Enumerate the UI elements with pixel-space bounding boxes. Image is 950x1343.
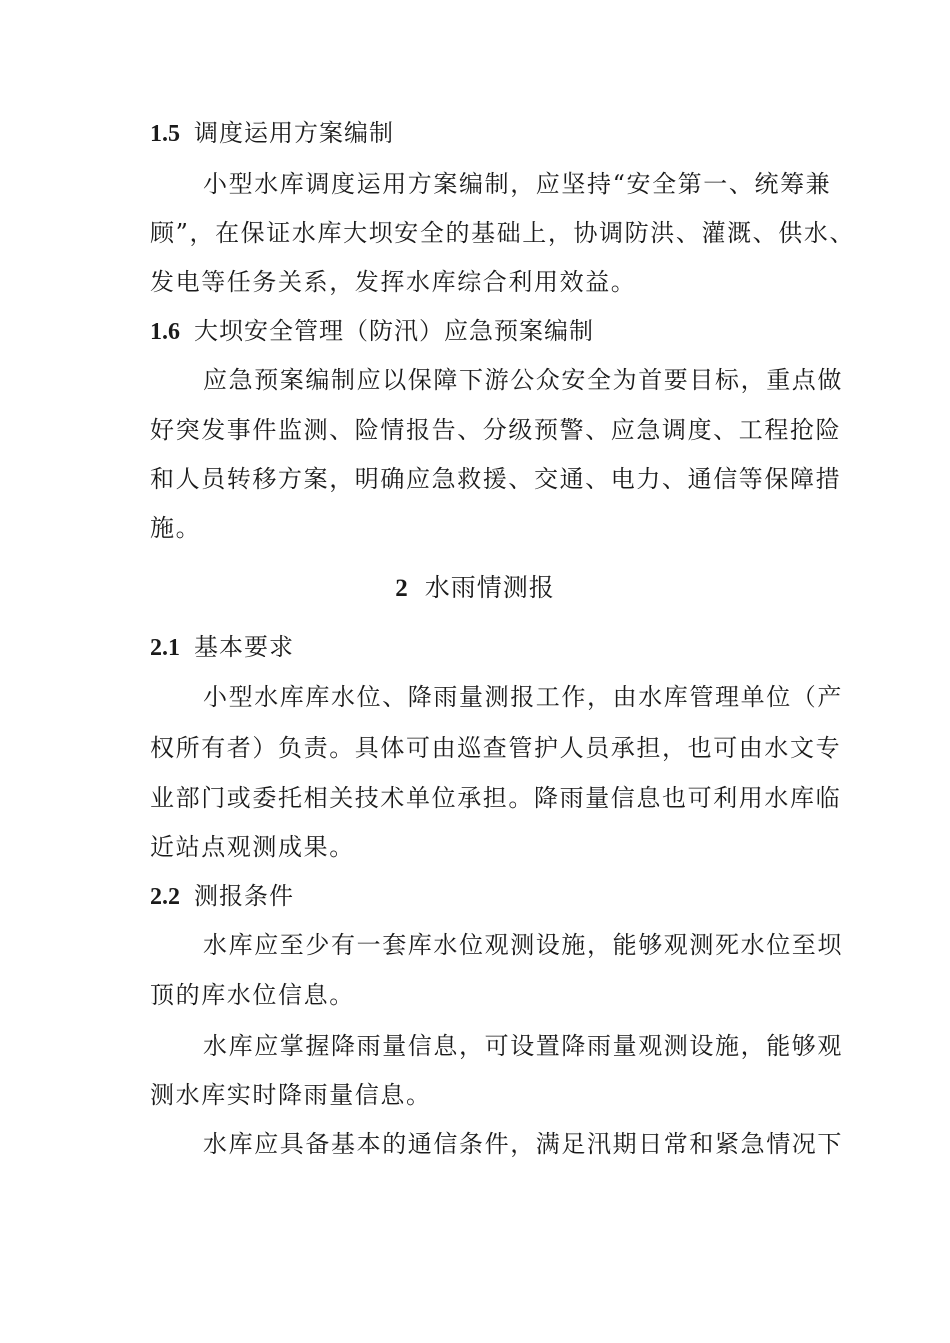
paragraph-line: 小型水库调度运用方案编制，应坚持“安全第一、统筹兼 — [203, 170, 832, 198]
paragraph-line: 发电等任务关系，发挥水库综合利用效益。 — [150, 268, 637, 296]
paragraph-line: 小型水库库水位、降雨量测报工作，由水库管理单位（产 — [203, 683, 843, 711]
section-title: 大坝安全管理（防汛）应急预案编制 — [194, 317, 594, 345]
section-heading-1-6 — [150, 315, 830, 348]
paragraph-line: 水库应掌握降雨量信息，可设置降雨量观测设施，能够观 — [203, 1032, 843, 1060]
chapter-title: 水雨情测报 — [424, 573, 555, 602]
section-heading-1-5 — [150, 117, 830, 150]
section-number: 2.1 — [150, 635, 180, 661]
section-title: 调度运用方案编制 — [194, 119, 394, 147]
paragraph-line: 水库应具备基本的通信条件，满足汛期日常和紧急情况下 — [203, 1130, 843, 1158]
section-heading-2-2 — [150, 880, 830, 913]
chapter-heading — [0, 571, 950, 606]
section-number: 2.2 — [150, 884, 180, 910]
section-title: 基本要求 — [194, 633, 294, 661]
paragraph-line: 施。 — [150, 514, 202, 542]
paragraph-line: 顾”，在保证水库大坝安全的基础上，协调防洪、灌溉、供水、 — [150, 219, 856, 247]
paragraph-line: 业部门或委托相关技术单位承担。降雨量信息也可利用水库临 — [150, 784, 842, 812]
section-number: 1.5 — [150, 121, 180, 147]
section-number: 1.6 — [150, 319, 180, 345]
paragraph-line: 顶的库水位信息。 — [150, 981, 355, 1009]
paragraph-line: 应急预案编制应以保障下游公众安全为首要目标，重点做 — [203, 366, 843, 394]
paragraph-line: 权所有者）负责。具体可由巡查管护人员承担，也可由水文专 — [150, 734, 842, 762]
section-title: 测报条件 — [194, 882, 294, 910]
paragraph-line: 近站点观测成果。 — [150, 833, 355, 861]
paragraph-line: 水库应至少有一套库水位观测设施，能够观测死水位至坝 — [203, 931, 843, 959]
section-heading-2-1 — [150, 631, 830, 664]
chapter-number: 2 — [395, 575, 409, 602]
paragraph-line: 好突发事件监测、险情报告、分级预警、应急调度、工程抢险 — [150, 416, 842, 444]
paragraph-line: 和人员转移方案，明确应急救援、交通、电力、通信等保障措 — [150, 465, 842, 493]
paragraph-line: 测水库实时降雨量信息。 — [150, 1081, 432, 1109]
